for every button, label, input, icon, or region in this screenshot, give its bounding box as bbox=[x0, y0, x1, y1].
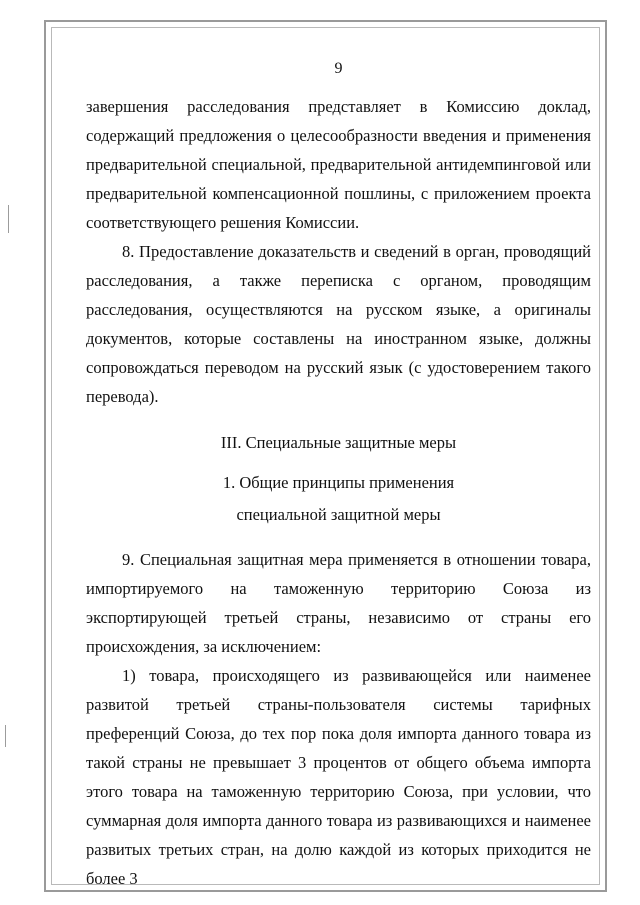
section-heading: III. Специальные защитные меры bbox=[220, 433, 457, 452]
scan-margin-mark bbox=[5, 725, 6, 747]
paragraph-8: 8. Предоставление доказательств и сведений в орган, проводящий расследования, а также переписка с органом, проводящим расследования, осуществляются на русском языке, а оригиналы документов, которые составлены на иностранном языке, должны сопровождаться переводом на русский язык (с удостоверением такого перевода). bbox=[86, 242, 591, 406]
subsection-heading-line1: 1. Общие принципы применения bbox=[222, 473, 455, 492]
paragraph-9-item-1: 1) товара, происходящего из развивающейся или наименее развитой третьей страны-пользователя системы тарифных преференций Союза, до тех пор пока доля импорта данного товара из такой страны не превышает 3 процентов от общего объема импорта этого товара на таможенную территорию Союза, при условии, что суммарная доля импорта данного товара из развивающихся и наименее развитых третьих стран, на долю каждой из которых приходится не более 3 bbox=[86, 666, 591, 888]
scan-margin-mark bbox=[8, 205, 9, 233]
subsection-heading-line2: специальной защитной меры bbox=[236, 505, 441, 524]
paragraph-9: 9. Специальная защитная мера применяется в отношении товара, импортируемого на таможенную территорию Союза из экспортирующей третьей страны, независимо от страны его происхождения, за исключением: bbox=[86, 550, 591, 656]
page-number: 9 bbox=[334, 60, 343, 77]
document-body bbox=[86, 60, 591, 893]
paragraph-continuation: завершения расследования представляет в Комиссию доклад, содержащий предложения о целесообразности введения и применения предварительной специальной, предварительной антидемпинговой или предварительной компенсационной пошлины, с приложением проекта соответствующего решения Комиссии. bbox=[86, 97, 591, 232]
